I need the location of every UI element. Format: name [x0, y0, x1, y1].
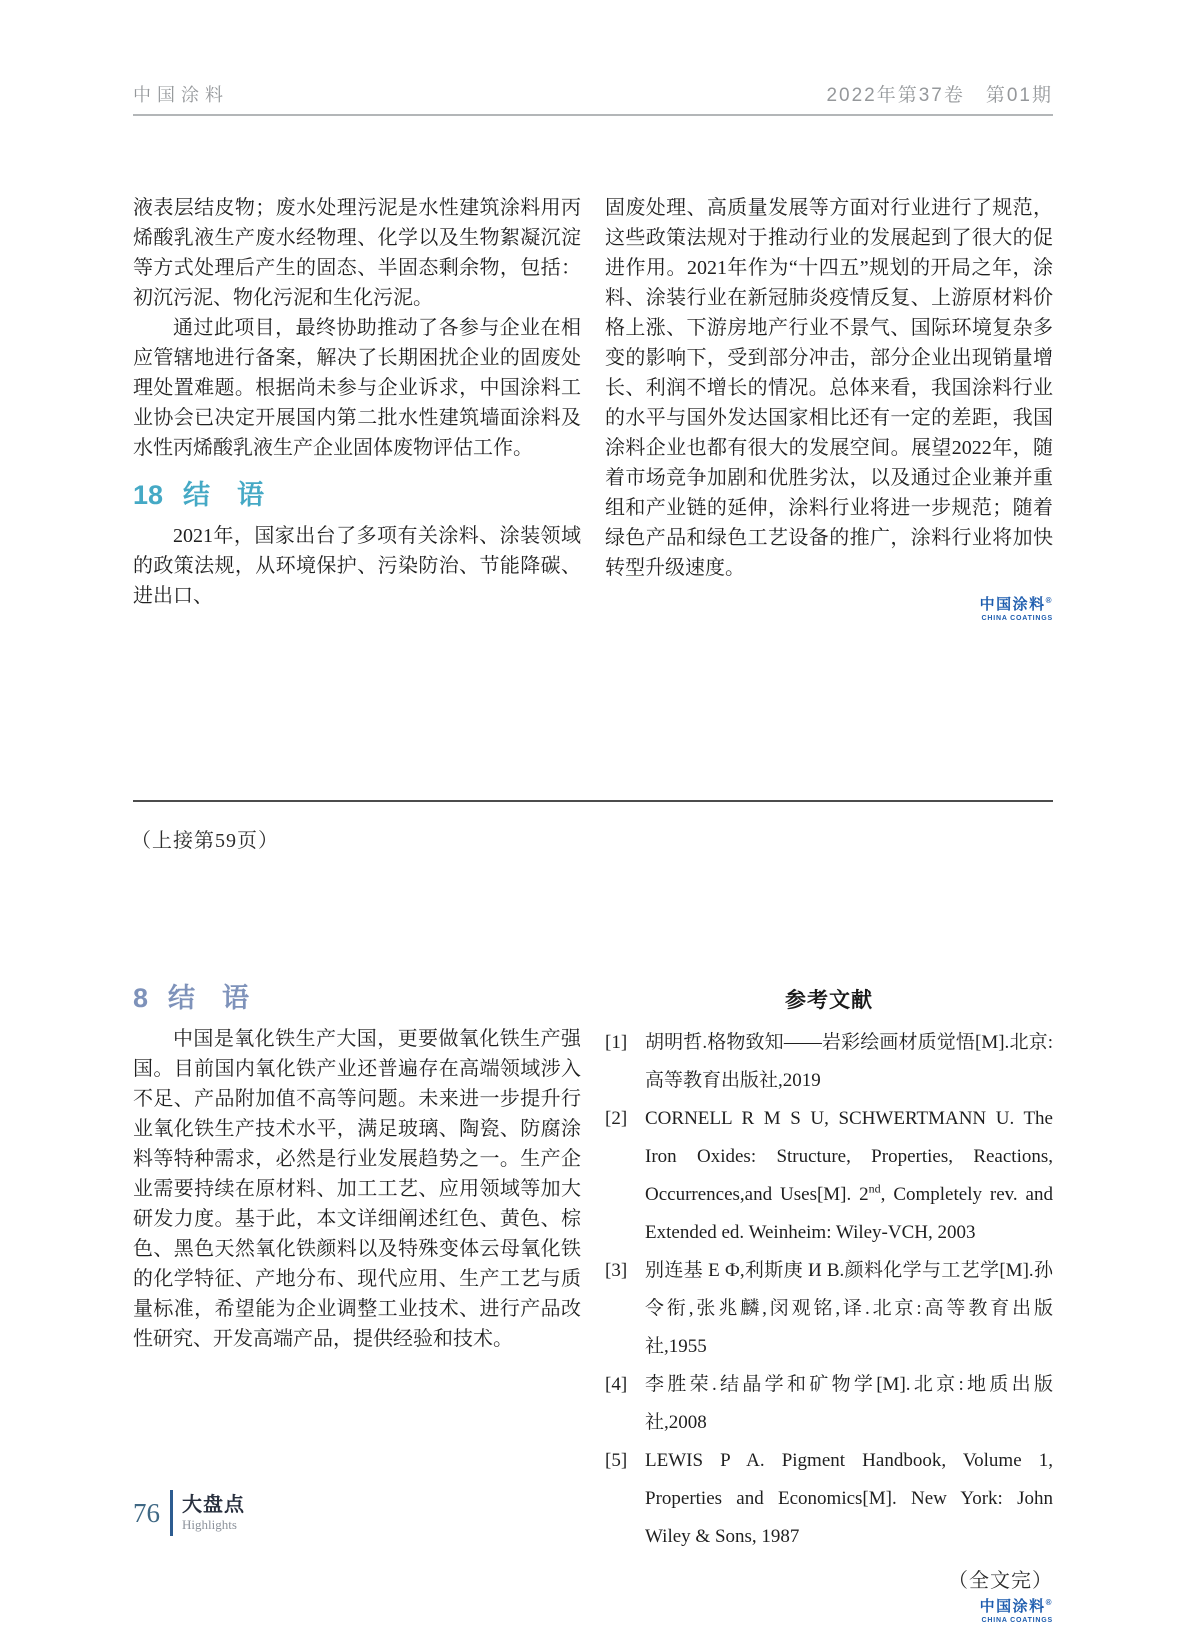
footer-section-label: [182, 1494, 245, 1532]
reference-entry: [605, 1100, 1053, 1252]
reference-text: 李胜荣.结晶学和矿物学[M].北京:地质出版社,2008: [645, 1374, 1053, 1433]
reference-text: LEWIS P A. Pigment Handbook, Volume 1, Properties and Economics[M]. New York: John Wiley & Sons, 1987: [645, 1450, 1053, 1547]
reference-text: [645, 1100, 1053, 1252]
section-number: 18: [133, 480, 164, 510]
article-bottom: [133, 982, 1053, 1625]
footer-section-en: Highlights: [182, 1517, 237, 1532]
reference-entry: [605, 1024, 1053, 1100]
logo-text-en: CHINA COATINGS: [981, 1617, 1053, 1624]
logo-text-cn: [605, 1595, 1053, 1615]
logo-text-cn: [605, 593, 1053, 613]
section-title: 结 语: [168, 983, 250, 1013]
reference-text-post: , Completely rev. and Extended ed. Weinheim: Wiley-VCH, 2003: [645, 1184, 1053, 1243]
logo-cn-name: 中国涂料: [979, 596, 1046, 613]
article-bottom-right-column: [605, 982, 1053, 1625]
paragraph: 液表层结皮物；废水处理污泥是水性建筑涂料用丙烯酸乳液生产废水经物理、化学以及生物絮凝沉淀等方式处理后产生的固态、半固态剩余物，包括：初沉污泥、物化污泥和生化污泥。: [133, 197, 581, 309]
registered-mark-icon: ®: [1045, 1598, 1053, 1607]
page-header: [133, 80, 1053, 116]
paragraph: 2021年，国家出台了多项有关涂料、涂装领域的政策法规，从环境保护、污染防治、节能降碳、进出口、: [133, 525, 581, 607]
footer-divider-bar: [170, 1490, 173, 1536]
article-divider-line: [133, 800, 1053, 802]
issue-info: 2022年第37卷 第01期: [826, 85, 1053, 106]
references-list: [605, 1024, 1053, 1556]
paragraph: 中国是氧化铁生产大国，更要做氧化铁生产强国。目前国内氧化铁产业还普遍存在高端领域涉入不足、产品附加值不高等问题。未来进一步提升行业氧化铁生产技术水平，满足玻璃、陶瓷、防腐涂料等特种需求，必然是行业发展趋势之一。生产企业需要持续在原材料、加工工艺、应用领域等加大研发力度。基于此，本文详细阐述红色、黄色、棕色、黑色天然氧化铁颜料以及特殊变体云母氧化铁的化学特征、产地分布、现代应用、生产工艺与质量标准，希望能为企业调整工业技术、进行产品改性研究、开发高端产品，提供经验和技术。: [133, 1028, 581, 1350]
reference-entry: [605, 1442, 1053, 1556]
page-number: 76: [133, 1497, 160, 1528]
reference-number: [4]: [605, 1374, 628, 1395]
paragraph: 固废处理、高质量发展等方面对行业进行了规范，这些政策法规对于推动行业的发展起到了很大的促进作用。2021年作为“十四五”规划的开局之年，涂料、涂装行业在新冠肺炎疫情反复、上游原材料价格上涨、下游房地产行业不景气、国际环境复杂多变的影响下，受到部分冲击，部分企业出现销量增长、利润不增长的情况。总体来看，我国涂料行业的水平与国外发达国家相比还有一定的差距，我国涂料企业也都有很大的发展空间。展望2022年，随着市场竞争加剧和优胜劣汰，以及通过企业兼并重组和产业链的延伸，涂料行业将进一步规范；随着绿色产品和绿色工艺设备的推广，涂料行业将加快转型升级速度。: [605, 197, 1053, 579]
section-title: 结 语: [183, 480, 265, 510]
reference-text-pre: CORNELL R M S U, SCHWERTMANN U. The Iron Oxides: Structure, Properties, Reactions, Occurrences,and Uses[M]. 2: [645, 1108, 1053, 1205]
reference-text: 胡明哲.格物致知——岩彩绘画材质觉悟[M].北京:高等教育出版社,2019: [645, 1032, 1053, 1091]
reference-number: [5]: [605, 1450, 628, 1471]
logo-cn-name: 中国涂料: [979, 1598, 1046, 1615]
paragraph: 通过此项目，最终协助推动了各参与企业在相应管辖地进行备案，解决了长期困扰企业的固废处理处置难题。根据尚未参与企业诉求，中国涂料工业协会已决定开展国内第二批水性建筑墙面涂料及水性丙烯酸乳液生产企业固体废物评估工作。: [133, 317, 581, 459]
registered-mark-icon: ®: [1045, 596, 1053, 605]
china-coatings-logo: [605, 593, 1053, 623]
section-number: 8: [133, 983, 149, 1013]
article-top-right-column: [605, 193, 1053, 623]
reference-entry: [605, 1252, 1053, 1366]
article-top-left-column: [133, 193, 581, 623]
page-footer: [133, 1490, 245, 1536]
reference-number: [1]: [605, 1032, 628, 1053]
section-heading-conclusion-8: [133, 982, 581, 1014]
article-top: [133, 193, 1053, 623]
reference-number: [2]: [605, 1108, 628, 1129]
continuation-note: （上接第59页）: [131, 830, 279, 852]
reference-text: 别连基 Е Ф,利斯庚 И В.颜料化学与工艺学[M].孙令衔,张兆麟,闵观铭,译.北京:高等教育出版社,1955: [645, 1260, 1053, 1357]
end-of-article-note: （全文完）: [948, 1570, 1053, 1592]
reference-number: [3]: [605, 1260, 628, 1281]
footer-section-cn: 大盘点: [182, 1494, 245, 1516]
logo-text-en: CHINA COATINGS: [981, 615, 1053, 622]
ordinal-superscript: nd: [868, 1181, 881, 1196]
journal-name: 中国涂料: [133, 85, 229, 105]
reference-entry: [605, 1366, 1053, 1442]
section-heading-conclusion-18: [133, 479, 581, 511]
references-heading: 参考文献: [785, 988, 873, 1012]
